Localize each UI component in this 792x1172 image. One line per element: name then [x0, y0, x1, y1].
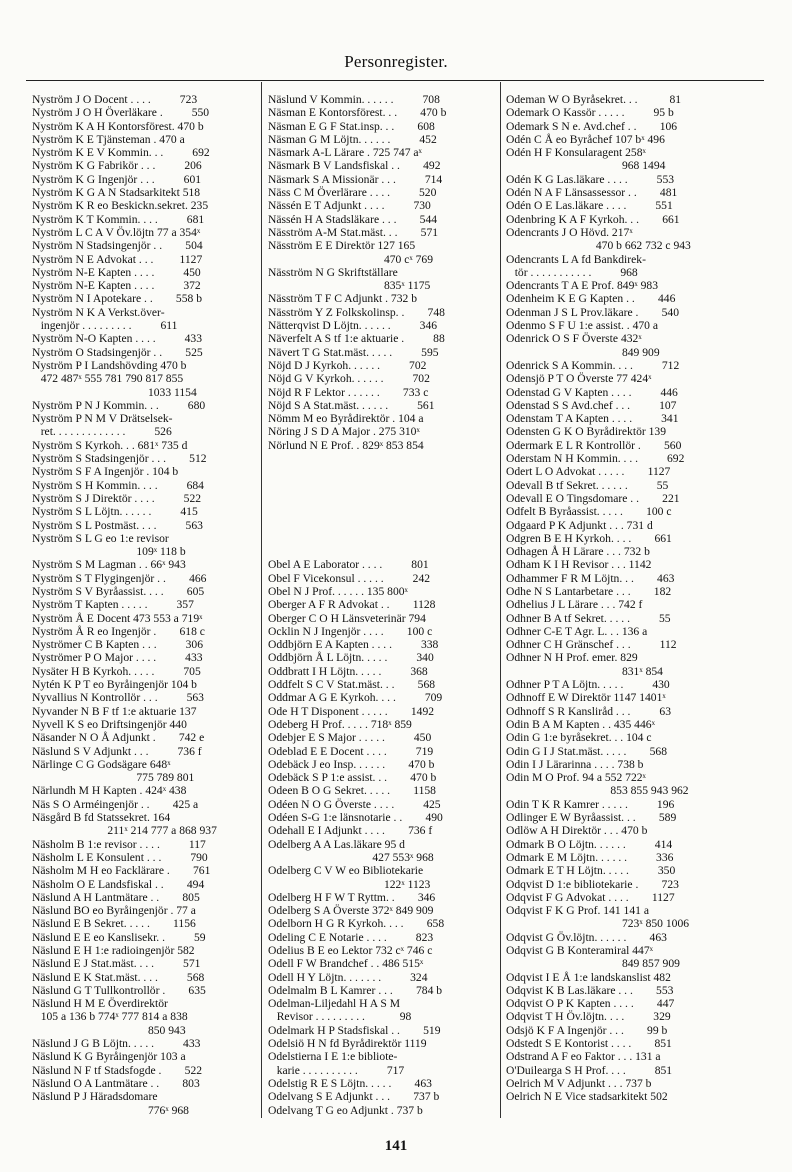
register-column-2: [268, 93, 511, 1117]
register-entry: Odelsiö H N fd Byrådirektör 1119: [268, 1037, 427, 1051]
register-entry: Nyström T Kapten . . . . . 357: [32, 598, 194, 612]
register-entry: Odqvist F K G Prof. 141 141 a: [506, 904, 649, 918]
register-entry: Ode H T Disponent . . . . . 1492: [268, 704, 435, 718]
register-entry: Odelstig R E S Löjtn. . . . . 463: [268, 1076, 432, 1090]
register-entry: Odelmalm B L Kamrer . . . 784 b: [268, 983, 443, 997]
register-entry: Näslund BO eo Byråingenjör . 77 a: [32, 904, 196, 918]
register-entry: Näsström T F C Adjunkt . 732 b: [268, 292, 418, 306]
register-entry: tör . . . . . . . . . . . 968: [506, 265, 638, 279]
register-entry: Nyström S M Lagman . . 66ˣ 943: [32, 558, 186, 572]
register-entry: 122ˣ 1123: [268, 877, 431, 891]
register-entry: Nyström L C A V Öv.löjtn 77 a 354ˣ: [32, 225, 201, 239]
register-entry: Nörlund N E Prof. . 829ˣ 853 854: [268, 438, 424, 452]
register-entry: karie . . . . . . . . . . 717: [268, 1063, 405, 1077]
register-column-1: [32, 93, 275, 1117]
register-entry: Odmark E T H Löjtn. . . . . 350: [506, 864, 676, 878]
register-entry: Odén N A F Länsassessor . . 481: [506, 186, 678, 200]
register-entry: 427 553ˣ 968: [268, 850, 434, 864]
register-entry: Odelvang T G eo Adjunkt . 737 b: [268, 1103, 423, 1117]
register-entry: Odqvist G B Konteramiral 447ˣ: [506, 944, 653, 957]
register-entry: Odhner C H Gränschef . . . 112: [506, 638, 677, 652]
register-entry: Näslund G T Tullkontrollör . 635: [32, 983, 206, 997]
register-entry: Nyström S Stadsingenjör . . . 512: [32, 452, 207, 466]
register-entry: Näsman E Kontorsförest. . . 470 b: [268, 106, 447, 120]
register-entry: 849 909: [506, 345, 660, 359]
register-entry: Odhner C-E T Agr. L. . . 136 a: [506, 624, 648, 638]
register-entry: Odqvist I E Å 1:e landskanslist 482: [506, 970, 671, 984]
register-entry: Odén C Å eo Byråchef 107 bˣ 496: [506, 132, 665, 146]
register-entry: Odert L O Advokat . . . . . 1127: [506, 465, 671, 479]
register-entry: Odensjö P T O Överste 77 424ˣ: [506, 372, 652, 386]
register-entry: Odelborn H G R Kyrkoh. . . . 658: [268, 917, 445, 931]
register-entry: Odqvist F G Advokat . . . . 1127: [506, 890, 675, 904]
register-entry: Odsjö K F A Ingenjör . . . 99 b: [506, 1023, 668, 1037]
register-entry: Odin T K R Kamrer . . . . . 196: [506, 797, 675, 811]
register-entry: Odhnoff S R Kansliråd . . . 63: [506, 704, 671, 718]
register-entry: Odqvist D 1:e bibliotekarie . 723: [506, 877, 679, 891]
register-entry: Odqvist K B Las.läkare . . . 553: [506, 983, 674, 997]
register-entry: [268, 519, 511, 532]
register-entry: Näverfelt A S tf 1:e aktuarie . 88: [268, 332, 445, 346]
register-entry: [268, 505, 511, 518]
register-entry: Nyström N K A Verkst.över-: [32, 305, 165, 319]
register-entry: Nöjd R F Lektor . . . . . . 733 c: [268, 385, 429, 399]
register-entry: Nässén E T Adjunkt . . . . 730: [268, 199, 431, 213]
register-entry: Näsman G M Löjtn. . . . . . 452: [268, 132, 437, 146]
register-entry: Odin B A M Kapten . . 435 446ˣ: [506, 717, 655, 731]
register-entry: Odell H Y Löjtn. . . . . . . 324: [268, 970, 428, 984]
register-entry: Odemark O Kassör . . . . . 95 b: [506, 106, 674, 120]
register-entry: 470 cˣ 769: [268, 252, 434, 266]
register-entry: 853 855 943 962: [506, 784, 689, 798]
register-entry: Näsström A-M Stat.mäst. . . 571: [268, 225, 439, 239]
register-entry: Odencrants T A E Prof. 849ˣ 983: [506, 279, 659, 293]
register-entry: Odebjer E S Major . . . . . 450: [268, 731, 432, 745]
register-entry: Näslund A H Lantmätare . . 805: [32, 890, 200, 904]
register-entry: 831ˣ 854: [506, 664, 663, 678]
register-entry: 211ˣ 214 777 a 868 937: [32, 824, 217, 838]
register-entry: Näslund E K Stat.mäst. . . . 568: [32, 970, 205, 984]
register-entry: Oddbratt I H Löjtn. . . . . 368: [268, 664, 428, 678]
register-entry: Odham K I H Revisor . . . 1142: [506, 558, 652, 572]
register-entry: Näslund O A Lantmätare . . 803: [32, 1076, 200, 1090]
register-entry: Nyström S F A Ingenjör . 104 b: [32, 465, 179, 479]
register-entry: Näslund K G Byråingenjör 103 a: [32, 1050, 186, 1064]
register-entry: Odenrick S A Kommin. . . . 712: [506, 358, 680, 372]
register-entry: Oberger A F R Advokat . . 1128: [268, 598, 436, 612]
register-entry: Odin I J Lärarinna . . . . 738 b: [506, 757, 644, 771]
register-entry: Nyström P I Landshövding 470 b: [32, 358, 187, 372]
register-entry: Odqvist O P K Kapten . . . . 447: [506, 997, 675, 1011]
register-entry: Odhner B A tf Sekret. . . . . 55: [506, 611, 671, 625]
register-entry: Odmark E M Löjtn. . . . . . 336: [506, 850, 674, 864]
register-entry: Nöjd G V Kyrkoh. . . . . . 702: [268, 372, 430, 386]
register-entry: Odstrand A F eo Faktor . . . 131 a: [506, 1050, 661, 1064]
register-entry: Odelman-Liljedahl H A S M: [268, 997, 401, 1011]
register-entry: Odebäck S P 1:e assist. . . 470 b: [268, 771, 437, 785]
register-entry: Obel N J Prof. . . . . . 135 800ˣ: [268, 584, 408, 598]
register-entry: Nyström S J Direktör . . . . 522: [32, 491, 202, 505]
register-entry: Näsholm L E Konsulent . . . 790: [32, 850, 208, 864]
register-entry: 776ˣ 968: [32, 1103, 189, 1117]
register-entry: Nävert T G Stat.mäst. . . . . 595: [268, 345, 439, 359]
register-entry: Odell F W Brandchef . . 486 515ˣ: [268, 957, 424, 971]
register-entry: Odeblad E E Docent . . . . 719: [268, 744, 434, 758]
register-entry: Revisor . . . . . . . . . 98: [268, 1010, 412, 1024]
register-entry: Nyström J O H Överläkare . 550: [32, 106, 210, 120]
register-entry: ingenjör . . . . . . . . . 611: [32, 319, 178, 333]
register-entry: Nyström S H Kommin. . . . 684: [32, 478, 204, 492]
register-entry: 849 857 909: [506, 957, 680, 971]
register-entry: [268, 465, 511, 478]
register-entry: Odeman W O Byråsekret. . . 81: [506, 93, 682, 106]
register-entry: Näsholm M H eo Facklärare . 761: [32, 864, 211, 878]
register-entry: Oddmar A G E Kyrkoh. . . . 709: [268, 691, 443, 705]
register-entry: Näsgård B fd Statssekret. 164: [32, 811, 171, 825]
register-entry: [268, 492, 511, 505]
register-entry: Nyström N-E Kapten . . . . 450: [32, 265, 201, 279]
register-entry: Näsström Y Z Folkskolinsp. . 748: [268, 305, 445, 319]
register-entry: Odin G 1:e byråsekret. . . 104 c: [506, 731, 652, 745]
register-entry: Nyvallius N Kontrollör . . . 563: [32, 691, 204, 705]
register-entry: Näsander N O Å Adjunkt . 742 e: [32, 731, 205, 745]
register-entry: O'Duilearga S H Prof. . . . 851: [506, 1063, 673, 1077]
register-entry: Odencrants J O Hövd. 217ˣ: [506, 225, 633, 239]
register-entry: Odhner P T A Löjtn. . . . . 430: [506, 678, 670, 692]
register-entry: Odéen S-G 1:e länsnotarie . . 490: [268, 811, 443, 825]
register-entry: Nyström K G Fabrikör . . . 206: [32, 159, 202, 173]
register-entry: Odenmo S F U 1:e assist. . 470 a: [506, 319, 659, 333]
register-entry: Odelius B E eo Lektor 732 cˣ 746 c: [268, 944, 433, 957]
register-entry: Odelmark H P Stadsfiskal . . 519: [268, 1023, 441, 1037]
register-entry: Odevall B tf Sekret. . . . . . 55: [506, 478, 669, 492]
register-entry: Nyström K E Tjänsteman . 470 a: [32, 132, 185, 146]
register-entry: Nyström S V Byråassist. . . . 605: [32, 584, 205, 598]
register-entry: Näslund H M E Överdirektör: [32, 997, 168, 1011]
register-entry: Nyvander N B F tf 1:e aktuarie 137: [32, 704, 197, 718]
register-entry: 105 a 136 b 774ˣ 777 814 a 838: [32, 1010, 188, 1024]
register-entry: Odermark E L R Kontrollör . 560: [506, 438, 682, 452]
register-entry: Näslund V Kommin. . . . . . 708: [268, 93, 440, 106]
register-entry: Odehall E I Adjunkt . . . . 736 f: [268, 824, 433, 838]
register-entry: Nömm M eo Byrådirektör . 104 a: [268, 412, 424, 426]
register-entry: Näss C M Överlärare . . . . 520: [268, 186, 437, 200]
register-entry: Nyströmer C B Kapten . . . 306: [32, 638, 203, 652]
register-entry: Näslund E B Sekret. . . . . 1156: [32, 917, 196, 931]
register-entry: Odhner N H Prof. emer. 829: [506, 651, 638, 665]
register-entry: Obel F Vicekonsul . . . . . 242: [268, 571, 431, 585]
register-entry: [268, 545, 511, 558]
register-entry: Odelstierna I E 1:e bibliote-: [268, 1050, 398, 1064]
register-entry: Nyvell K S eo Driftsingenjör 440: [32, 717, 187, 731]
register-entry: Odenstad S S Avd.chef . . . 107: [506, 398, 677, 412]
register-entry: Odelberg S A Överste 372ˣ 849 909: [268, 904, 434, 918]
register-entry: Nätterqvist D Löjtn. . . . . . 346: [268, 319, 438, 333]
register-entry: Nyström O Stadsingenjör . . 525: [32, 345, 203, 359]
register-entry: Obel A E Laborator . . . . 801: [268, 558, 429, 572]
register-entry: Näslund E J Stat.mäst. . . . 571: [32, 957, 201, 971]
register-entry: Näsström N G Skriftställare: [268, 265, 398, 279]
register-entry: Odhammer F R M Löjtn. . . 463: [506, 571, 675, 585]
register-entry: Nöjd S A Stat.mäst. . . . . . 561: [268, 398, 435, 412]
register-entry: Nyström K A H Kontorsförest. 470 b: [32, 119, 204, 133]
register-entry: Näslund S V Adjunkt . . . 736 f: [32, 744, 202, 758]
register-entry: Nyström N-E Kapten . . . . 372: [32, 279, 201, 293]
register-entry: Nyström P N M V Drätselsek-: [32, 412, 173, 426]
register-entry: Nöring J S D A Major . 275 310ˣ: [268, 425, 420, 439]
register-entry: Nöjd D J Kyrkoh. . . . . . 702: [268, 358, 427, 372]
register-entry: Oberger C O H Länsveterinär 794: [268, 611, 426, 625]
register-entry: Odeling C E Notarie . . . . 823: [268, 930, 434, 944]
register-entry: Nyström S Kyrkoh. . . 681ˣ 735 d: [32, 438, 188, 452]
register-entry: Odeen B O G Sekret. . . . . 1158: [268, 784, 436, 798]
register-entry: Nyström K E V Kommin. . . 692: [32, 146, 210, 160]
register-entry: [268, 479, 511, 492]
register-column-3: [506, 93, 749, 1104]
register-entry: Odenheim K E G Kapten . . 446: [506, 292, 676, 306]
register-entry: Nyströmer P O Major . . . . 433: [32, 651, 203, 665]
register-entry: Nysäter H B Kyrkoh. . . . . 705: [32, 664, 201, 678]
register-entry: Näslund N F tf Stadsfogde . 522: [32, 1063, 203, 1077]
register-entry: Odgren B E H Kyrkoh. . . . 661: [506, 531, 672, 545]
register-entry: Odmark B O Löjtn. . . . . . 414: [506, 837, 673, 851]
register-entry: Oelrich N E Vice stadsarkitekt 502: [506, 1090, 668, 1104]
register-entry: Odensten G K O Byrådirektör 139: [506, 425, 667, 439]
register-entry: [268, 532, 511, 545]
register-entry: Nyström N Stadsingenjör . . 504: [32, 239, 203, 253]
register-entry: Odenrick O S F Överste 432ˣ: [506, 332, 642, 346]
register-entry: Odelberg C V W eo Bibliotekarie: [268, 864, 424, 878]
register-entry: Odelberg A A Las.läkare 95 d: [268, 837, 405, 851]
register-entry: Nyström S L G eo 1:e revisor: [32, 531, 169, 545]
register-entry: 1033 1154: [32, 385, 197, 399]
register-entry: 109ˣ 118 b: [32, 545, 186, 559]
register-entry: Odevall E O Tingsdomare . . 221: [506, 491, 680, 505]
register-entry: Nyström J O Docent . . . . 723: [32, 93, 198, 106]
register-entry: Odenbring K A F Kyrkoh. . . 661: [506, 212, 680, 226]
register-entry: Odhelius J L Lärare . . . 742 f: [506, 598, 643, 612]
register-entry: Oddbjörn E A Kapten . . . . 338: [268, 638, 439, 652]
register-entry: 470 b 662 732 c 943: [506, 239, 691, 253]
register-entry: Odelvang S E Adjunkt . . . 737 b: [268, 1090, 440, 1104]
page-number: 141: [384, 1138, 408, 1154]
register-entry: Odeberg H Prof. . . . . 718ˣ 859: [268, 717, 412, 731]
register-entry: Odhnoff E W Direktör 1147 1401ˣ: [506, 691, 666, 705]
register-entry: Näsström E E Direktör 127 165: [268, 239, 416, 253]
register-entry: Näslund E H 1:e radioingenjör 582: [32, 944, 195, 957]
register-entry: Oderstam N H Kommin. . . . 692: [506, 452, 685, 466]
register-entry: 775 789 801: [32, 771, 195, 785]
register-entry: Nyström K G Ingenjör . . . 601: [32, 172, 202, 186]
register-entry: Närlundh M H Kapten . 424ˣ 438: [32, 784, 187, 798]
register-entry: Odelberg H F W T Ryttm. . 346: [268, 890, 436, 904]
register-entry: Nyström Å R eo Ingenjör . 618 c: [32, 624, 205, 638]
register-entry: Odin M O Prof. 94 a 552 722ˣ: [506, 771, 646, 785]
register-entry: Odhagen Å H Lärare . . . 732 b: [506, 545, 650, 559]
register-entry: Oelrich M V Adjunkt . . . 737 b: [506, 1076, 652, 1090]
register-entry: Odencrants L A fd Bankdirek-: [506, 252, 646, 266]
register-entry: [268, 452, 511, 465]
register-entry: Odqvist G Öv.löjtn. . . . . . 463: [506, 930, 667, 944]
register-entry: Odén K G Las.läkare . . . . 553: [506, 172, 675, 186]
register-entry: Näsmark B V Landsfiskal . . 492: [268, 159, 441, 173]
register-entry: 968 1494: [506, 159, 666, 173]
register-entry: Odqvist T H Öv.löjtn. . . . 329: [506, 1010, 671, 1024]
register-entry: Odhe N S Lantarbetare . . . 182: [506, 584, 672, 598]
register-entry: Odlöw A H Direktör . . . 470 b: [506, 824, 648, 838]
register-entry: Nyström K G A N Stadsarkitekt 518: [32, 186, 201, 200]
register-entry: Näsman E G F Stat.insp. . . 608: [268, 119, 435, 133]
register-entry: Odén O E Las.läkare . . . . 551: [506, 199, 673, 213]
register-entry: Odfelt B Byråassist. . . . . 100 c: [506, 505, 672, 519]
register-entry: Nyström S T Flygingenjör . . 466: [32, 571, 207, 585]
register-entry: 835ˣ 1175: [268, 279, 431, 293]
register-entry: Ocklin N J Ingenjör . . . . 100 c: [268, 624, 433, 638]
register-entry: Nyström N E Advokat . . . 1127: [32, 252, 203, 266]
register-entry: Näslund E E eo Kanslisekr. . 59: [32, 930, 206, 944]
register-entry: Nyström N I Apotekare . . 558 b: [32, 292, 203, 306]
register-entry: Odemark S N e. Avd.chef . . 106: [506, 119, 678, 133]
register-entry: Nässén H A Stadsläkare . . . 544: [268, 212, 438, 226]
register-entry: Nyström Å E Docent 473 553 a 719ˣ: [32, 611, 203, 625]
register-entry: ret. . . . . . . . . . . . . 526: [32, 425, 172, 439]
register-entry: 472 487ˣ 555 781 790 817 855: [32, 372, 184, 386]
header-rule: [26, 80, 764, 81]
register-entry: Odén H F Konsularagent 258ˣ: [506, 146, 646, 160]
register-entry: Odebäck J eo Insp. . . . . . 470 b: [268, 757, 435, 771]
register-entry: Näsmark A-L Lärare . 725 747 aˣ: [268, 146, 422, 160]
register-entry: Nyström P N J Kommin. . . 680: [32, 398, 206, 412]
register-entry: Odin G I J Stat.mäst. . . . . 568: [506, 744, 668, 758]
register-entry: Odéen N O G Överste . . . . 425: [268, 797, 441, 811]
register-entry: Oddfelt S C V Stat.mäst. . . 568: [268, 678, 436, 692]
register-entry: Odenman J S L Prov.läkare . 540: [506, 305, 680, 319]
register-entry: Oddbjörn Å L Löjtn. . . . . 340: [268, 651, 434, 665]
register-entry: Närlinge C G Godsägare 648ˣ: [32, 757, 171, 771]
register-entry: Näsholm B 1:e revisor . . . . 117: [32, 837, 206, 851]
register-entry: Näsholm O E Landsfiskal . . 494: [32, 877, 205, 891]
register-entry: Odenstad G V Kapten . . . . 446: [506, 385, 678, 399]
register-entry: Nyström N-O Kapten . . . . 433: [32, 332, 203, 346]
page-title: Personregister.: [344, 52, 448, 71]
register-entry: Nyström S L Löjtn. . . . . . 415: [32, 505, 198, 519]
register-entry: 850 943: [32, 1023, 186, 1037]
register-entry: 723ˣ 850 1006: [506, 917, 690, 931]
register-entry: Näsmark S A Missionär . . . 714: [268, 172, 443, 186]
register-entry: Nyström K T Kommin. . . . 681: [32, 212, 205, 226]
register-entry: Nytén K P T eo Byråingenjör 104 b: [32, 678, 197, 692]
register-entry: Nyström K R eo Beskickn.sekret. 235: [32, 199, 209, 213]
register-entry: Odlinger E W Byråassist. . . 589: [506, 811, 677, 825]
register-entry: Odstedt S E Kontorist . . . . 851: [506, 1037, 672, 1051]
register-entry: Nyström S L Postmäst. . . . 563: [32, 518, 203, 532]
register-entry: Odgaard P K Adjunkt . . . 731 d: [506, 518, 653, 532]
register-entry: Odenstam T A Kapten . . . . 341: [506, 412, 679, 426]
register-entry: Näslund J G B Löjtn. . . . . 433: [32, 1037, 201, 1051]
register-entry: Näslund P J Häradsdomare: [32, 1090, 158, 1104]
register-entry: Näs S O Arméingenjör . . 425 a: [32, 797, 199, 811]
